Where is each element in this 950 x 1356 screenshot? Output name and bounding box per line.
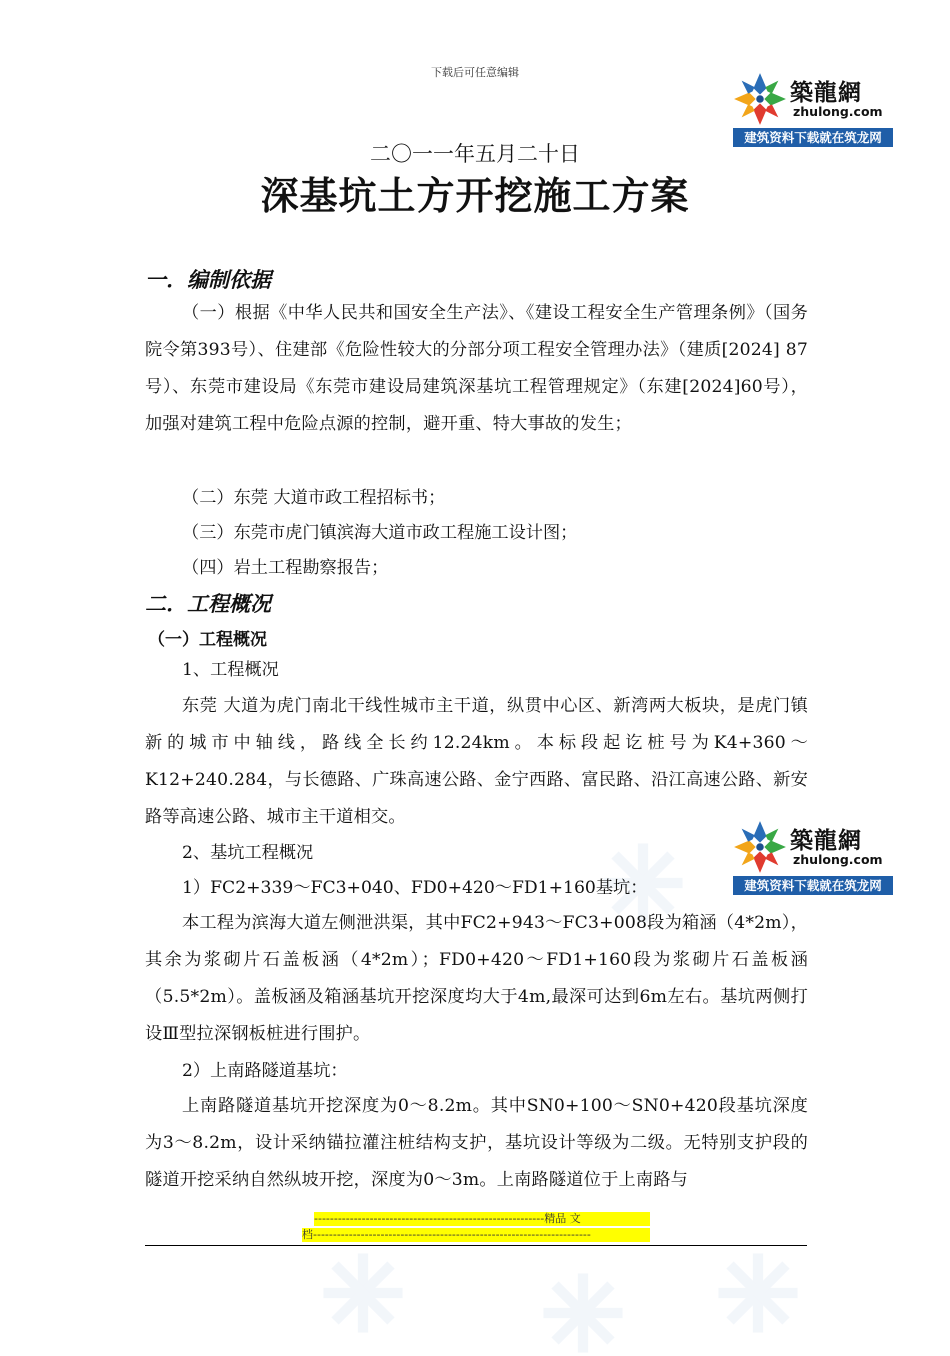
- paragraph-basis-2: （二）东莞 大道市政工程招标书；: [182, 488, 446, 508]
- item-pit-fc-fd: 1）FC2+339～FC3+040、FD0+420～FD1+160基坑：: [182, 878, 648, 898]
- item-pit-overview: 2、基坑工程概况: [182, 843, 314, 863]
- item-project-overview: 1、工程概况: [182, 660, 279, 680]
- footer-mark-line1: ----------------------------------------------------------精品 文: [314, 1212, 650, 1226]
- footer-mark-line2: 档----------------------------------------------------------------------: [302, 1228, 650, 1242]
- paragraph-basis-3: （三）东莞市虎门镇滨海大道市政工程施工设计图；: [182, 523, 578, 543]
- paragraph-pit-fc-fd: 本工程为滨海大道左侧泄洪渠，其中FC2+943～FC3+008段为箱涵（4*2m），其余为浆砌片石盖板涵（4*2m）；FD0+420～FD1+160段为浆砌片石盖板涵（5.5*2m）。盖板涵及箱涵基坑开挖深度均大于4m,最深可达到6m左右。基坑两侧打设Ⅲ型拉深钢板桩进行围护。: [145, 913, 808, 1044]
- subsection-heading-overview: （一）工程概况: [148, 630, 267, 650]
- paragraph-project-overview: 东莞 大道为虎门南北干线性城市主干道，纵贯中心区、新湾两大板块，是虎门镇新的城市中轴线，路线全长约12.24km。本标段起讫桩号为K4+360～K12+240.284，与长德路、广珠高速公路、金宁西路、富民路、沿江高速公路、新安路等高速公路、城市主干道相交。: [145, 696, 808, 827]
- paragraph-basis-1: （一）根据《中华人民共和国安全生产法》、《建设工程安全生产管理条例》（国务院令第393号）、住建部《危险性较大的分部分项工程安全管理办法》（建质[2024] 87号）、东莞市建设局《东莞市建设局建筑深基坑工程管理规定》（东建[2024]60号），加强对建筑工程中危险点源的控制，避开重、特大事故的发生；: [145, 303, 808, 434]
- logo-banner: 建筑资料下载就在筑龙网: [733, 128, 893, 147]
- section-heading-basis: 一．编制依据: [145, 268, 271, 292]
- logo-banner: 建筑资料下载就在筑龙网: [733, 876, 893, 895]
- item-pit-shangnan: 2）上南路隧道基坑：: [182, 1061, 348, 1081]
- logo-brand-en: zhulong.com: [793, 852, 883, 867]
- paragraph-pit-shangnan: 上南路隧道基坑开挖深度为0～8.2m。其中SN0+100～SN0+420段基坑深度为3～8.2m，设计采纳锚拉灌注桩结构支护，基坑设计等级为二级。无特别支护段的隧道开挖采纳自然纵坡开挖，深度为0～3m。上南路隧道位于上南路与: [145, 1096, 808, 1190]
- footer-divider: [145, 1245, 807, 1246]
- document-title: 深基坑土方开挖施工方案: [260, 173, 690, 218]
- logo-brand-cn: 築龍網: [790, 80, 862, 106]
- logo-brand-en: zhulong.com: [793, 104, 883, 119]
- zhulong-logo-top: [733, 70, 893, 148]
- section-heading-overview: 二．工程概况: [145, 592, 271, 616]
- zhulong-snowflake-icon: [733, 72, 787, 126]
- document-date: 二〇一一年五月二十日: [370, 142, 580, 166]
- watermark-snowflake-icon: [715, 1250, 801, 1336]
- header-note: 下载后可任意编辑: [431, 66, 519, 79]
- paragraph-basis-4: （四）岩土工程勘察报告；: [182, 558, 389, 578]
- watermark-snowflake-icon: [320, 1250, 406, 1336]
- logo-brand-cn: 築龍網: [790, 828, 862, 854]
- watermark-snowflake-icon: [540, 1270, 626, 1356]
